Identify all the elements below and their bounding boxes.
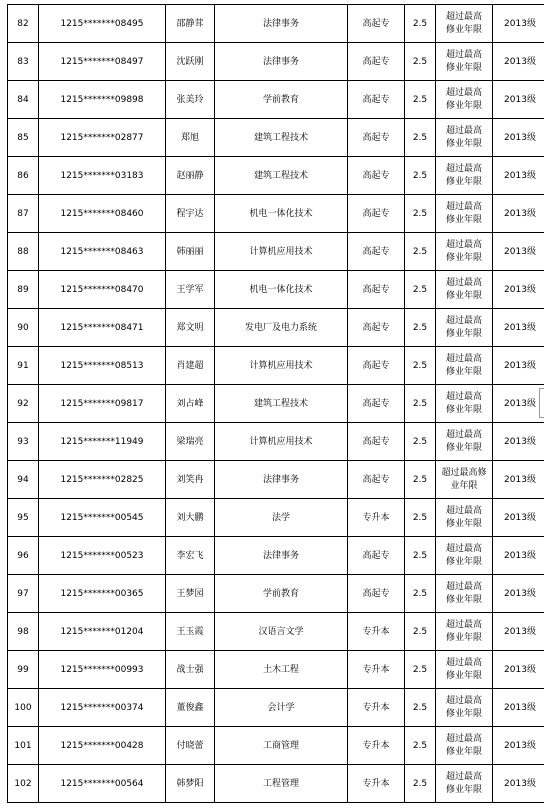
score-cell: 2.5 [405,423,436,461]
row-number-cell: 88 [8,233,39,271]
student-name-cell: 肖建超 [166,347,215,385]
grade-cell: 2013级 [493,81,544,119]
level-cell: 专升本 [348,613,405,651]
level-cell: 高起专 [348,43,405,81]
major-cell: 建筑工程技术 [215,157,348,195]
table-row [8,727,544,765]
row-number-cell: 96 [8,537,39,575]
student-id-cell: 1215*******00374 [39,689,166,727]
row-number-cell: 89 [8,271,39,309]
major-cell: 工商管理 [215,727,348,765]
status-text: 超过最高修业年限 [445,277,482,301]
major-cell: 计算机应用技术 [215,233,348,271]
major-cell: 法律事务 [215,43,348,81]
grade-cell: 2013级 [493,651,544,689]
table-row [8,651,544,689]
grade-cell: 2013级 [493,499,544,537]
status-text: 超过最高修业年限 [445,771,482,795]
student-id-cell: 1215*******00523 [39,537,166,575]
table-row [8,43,544,81]
level-cell: 高起专 [348,5,405,43]
student-id-cell: 1215*******00545 [39,499,166,537]
row-number-cell: 82 [8,5,39,43]
status-cell [436,119,493,157]
level-cell: 高起专 [348,575,405,613]
score-cell: 2.5 [405,613,436,651]
table-row [8,613,544,651]
status-cell [436,575,493,613]
level-cell: 专升本 [348,651,405,689]
major-cell: 发电厂及电力系统 [215,309,348,347]
status-text: 超过最高修业年限 [445,619,482,643]
status-text: 超过最高修业年限 [445,543,482,567]
grade-cell: 2013级 [493,347,544,385]
major-cell: 计算机应用技术 [215,347,348,385]
score-cell: 2.5 [405,309,436,347]
status-cell [436,613,493,651]
grade-cell: 2013级 [493,195,544,233]
grade-cell: 2013级 [493,461,544,499]
student-name-cell: 王学军 [166,271,215,309]
status-cell [436,461,493,499]
score-cell: 2.5 [405,689,436,727]
status-text: 超过最高修业年限 [445,391,482,415]
student-name-cell: 付晓蕾 [166,727,215,765]
student-id-cell: 1215*******09898 [39,81,166,119]
score-cell: 2.5 [405,81,436,119]
status-cell [436,727,493,765]
student-id-cell: 1215*******08470 [39,271,166,309]
student-id-cell: 1215*******11949 [39,423,166,461]
student-name-cell: 韩丽丽 [166,233,215,271]
status-text: 超过最高修业年限 [445,87,482,111]
level-cell: 高起专 [348,81,405,119]
grade-cell: 2013级 [493,613,544,651]
major-cell: 学前教育 [215,575,348,613]
row-number-cell: 97 [8,575,39,613]
status-text: 超过最高修业年限 [441,467,487,491]
level-cell: 专升本 [348,499,405,537]
student-name-cell: 王玉霞 [166,613,215,651]
student-name-cell: 赵丽静 [166,157,215,195]
major-cell: 建筑工程技术 [215,385,348,423]
level-cell: 高起专 [348,537,405,575]
row-number-cell: 99 [8,651,39,689]
table-row [8,119,544,157]
grade-cell: 2013级 [493,119,544,157]
status-cell [436,499,493,537]
grade-cell: 2013级 [493,575,544,613]
table-row [8,347,544,385]
student-name-cell: 程宇达 [166,195,215,233]
status-text: 超过最高修业年限 [445,657,482,681]
level-cell: 高起专 [348,347,405,385]
status-cell [436,537,493,575]
student-name-cell: 韩梦阳 [166,765,215,803]
table-row [8,689,544,727]
status-cell [436,309,493,347]
status-cell [436,271,493,309]
level-cell: 高起专 [348,119,405,157]
major-cell: 计算机应用技术 [215,423,348,461]
row-number-cell: 100 [8,689,39,727]
score-cell: 2.5 [405,233,436,271]
status-cell [436,347,493,385]
level-cell: 高起专 [348,157,405,195]
level-cell: 专升本 [348,689,405,727]
grade-cell: 2013级 [493,537,544,575]
level-cell: 专升本 [348,727,405,765]
status-cell [436,385,493,423]
student-name-cell: 王梦园 [166,575,215,613]
table-row [8,195,544,233]
status-cell [436,81,493,119]
student-name-cell: 战士强 [166,651,215,689]
row-number-cell: 101 [8,727,39,765]
status-cell [436,157,493,195]
major-cell: 机电一体化技术 [215,195,348,233]
grade-cell: 2013级 [493,423,544,461]
student-name-cell: 刘笑冉 [166,461,215,499]
grade-cell: 2013级 [493,233,544,271]
score-cell: 2.5 [405,499,436,537]
table-row [8,765,544,803]
records-table-body [8,5,544,803]
row-number-cell: 86 [8,157,39,195]
student-id-cell: 1215*******08460 [39,195,166,233]
student-records-table [7,4,544,803]
status-cell [436,195,493,233]
grade-cell: 2013级 [493,43,544,81]
score-cell: 2.5 [405,43,436,81]
row-number-cell: 93 [8,423,39,461]
student-id-cell: 1215*******02877 [39,119,166,157]
status-cell [436,765,493,803]
major-cell: 法律事务 [215,461,348,499]
table-row [8,537,544,575]
student-id-cell: 1215*******09817 [39,385,166,423]
score-cell: 2.5 [405,271,436,309]
status-text: 超过最高修业年限 [445,49,482,73]
grade-cell: 2013级 [493,689,544,727]
major-cell: 法学 [215,499,348,537]
row-number-cell: 91 [8,347,39,385]
level-cell: 高起专 [348,271,405,309]
table-row [8,461,544,499]
status-text: 超过最高修业年限 [445,581,482,605]
table-row [8,5,544,43]
status-cell [436,651,493,689]
level-cell: 专升本 [348,765,405,803]
student-name-cell: 邵静茸 [166,5,215,43]
row-number-cell: 95 [8,499,39,537]
status-text: 超过最高修业年限 [445,429,482,453]
table-row [8,309,544,347]
table-row [8,385,544,423]
grade-cell: 2013级 [493,271,544,309]
student-id-cell: 1215*******00428 [39,727,166,765]
student-id-cell: 1215*******08497 [39,43,166,81]
major-cell: 工程管理 [215,765,348,803]
student-id-cell: 1215*******08495 [39,5,166,43]
status-cell [436,43,493,81]
status-text: 超过最高修业年限 [445,505,482,529]
score-cell: 2.5 [405,575,436,613]
major-cell: 汉语言文学 [215,613,348,651]
student-name-cell: 梁瑞亮 [166,423,215,461]
table-row [8,575,544,613]
status-cell [436,233,493,271]
row-number-cell: 92 [8,385,39,423]
row-number-cell: 85 [8,119,39,157]
row-number-cell: 98 [8,613,39,651]
major-cell: 机电一体化技术 [215,271,348,309]
score-cell: 2.5 [405,461,436,499]
student-name-cell: 张美玲 [166,81,215,119]
major-cell: 学前教育 [215,81,348,119]
student-id-cell: 1215*******00564 [39,765,166,803]
major-cell: 土木工程 [215,651,348,689]
status-text: 超过最高修业年限 [445,353,482,377]
student-name-cell: 郑旭 [166,119,215,157]
row-number-cell: 90 [8,309,39,347]
status-text: 超过最高修业年限 [445,201,482,225]
major-cell: 法律事务 [215,537,348,575]
student-id-cell: 1215*******00993 [39,651,166,689]
student-id-cell: 1215*******08513 [39,347,166,385]
table-row [8,233,544,271]
grade-cell: 2013级 [493,157,544,195]
student-id-cell: 1215*******01204 [39,613,166,651]
status-text: 超过最高修业年限 [445,125,482,149]
level-cell: 高起专 [348,461,405,499]
student-name-cell: 董俊鑫 [166,689,215,727]
score-cell: 2.5 [405,385,436,423]
grade-cell: 2013级 [493,309,544,347]
student-id-cell: 1215*******08471 [39,309,166,347]
table-row [8,271,544,309]
level-cell: 高起专 [348,233,405,271]
major-cell: 建筑工程技术 [215,119,348,157]
student-id-cell: 1215*******02825 [39,461,166,499]
status-text: 超过最高修业年限 [445,163,482,187]
row-number-cell: 83 [8,43,39,81]
grade-cell: 2013级 [493,727,544,765]
page-edge-marker [539,388,544,418]
student-name-cell: 李宏飞 [166,537,215,575]
row-number-cell: 87 [8,195,39,233]
status-text: 超过最高修业年限 [445,315,482,339]
student-name-cell: 刘大鹏 [166,499,215,537]
status-text: 超过最高修业年限 [445,695,482,719]
student-id-cell: 1215*******03183 [39,157,166,195]
level-cell: 高起专 [348,423,405,461]
student-name-cell: 刘占峰 [166,385,215,423]
student-id-cell: 1215*******08463 [39,233,166,271]
status-text: 超过最高修业年限 [445,11,482,35]
score-cell: 2.5 [405,195,436,233]
level-cell: 高起专 [348,385,405,423]
status-text: 超过最高修业年限 [445,239,482,263]
grade-cell: 2013级 [493,385,544,423]
major-cell: 法律事务 [215,5,348,43]
score-cell: 2.5 [405,651,436,689]
score-cell: 2.5 [405,347,436,385]
row-number-cell: 94 [8,461,39,499]
level-cell: 高起专 [348,309,405,347]
status-text: 超过最高修业年限 [445,733,482,757]
status-cell [436,423,493,461]
score-cell: 2.5 [405,537,436,575]
status-cell [436,689,493,727]
table-row [8,499,544,537]
score-cell: 2.5 [405,765,436,803]
student-name-cell: 郑文明 [166,309,215,347]
student-id-cell: 1215*******00365 [39,575,166,613]
score-cell: 2.5 [405,727,436,765]
table-row [8,157,544,195]
score-cell: 2.5 [405,157,436,195]
table-row [8,81,544,119]
status-cell [436,5,493,43]
student-name-cell: 沈跃刚 [166,43,215,81]
table-row [8,423,544,461]
level-cell: 高起专 [348,195,405,233]
major-cell: 会计学 [215,689,348,727]
score-cell: 2.5 [405,119,436,157]
score-cell: 2.5 [405,5,436,43]
grade-cell: 2013级 [493,5,544,43]
row-number-cell: 84 [8,81,39,119]
row-number-cell: 102 [8,765,39,803]
grade-cell: 2013级 [493,765,544,803]
